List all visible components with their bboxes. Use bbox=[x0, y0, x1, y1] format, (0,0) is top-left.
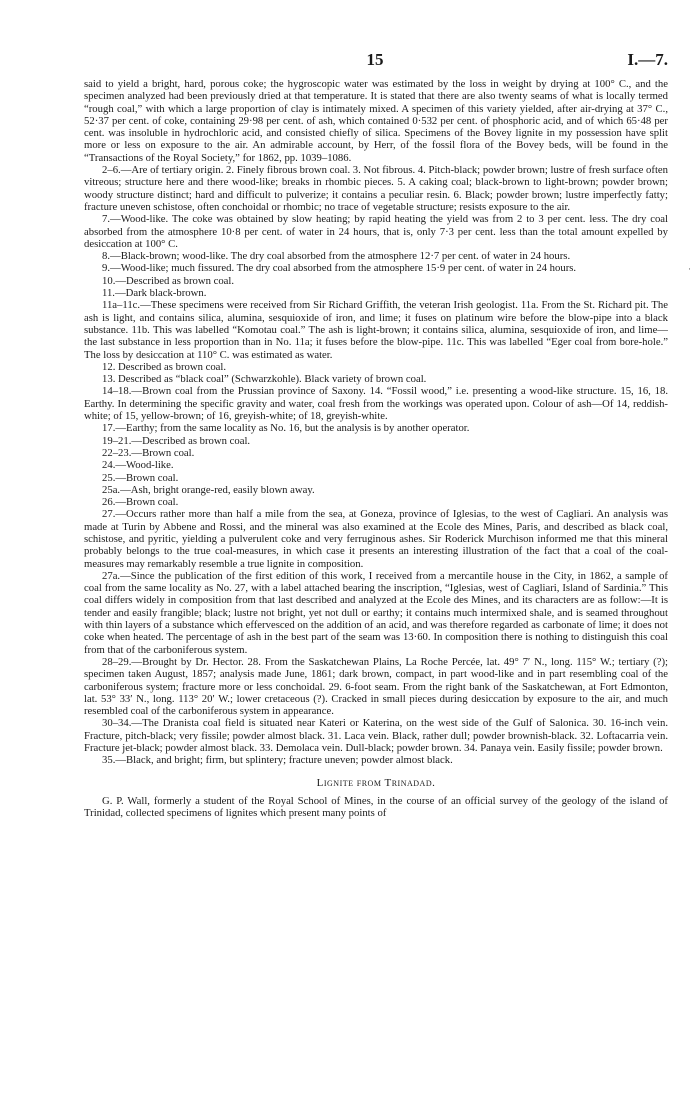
paragraph-9: 9.—Wood-like; much fissured. The dry coal absorbed from the atmosphere 15·9 per cent. of water in 24 hours. bbox=[102, 262, 577, 275]
paragraph-12: 12. Described as brown coal. bbox=[102, 360, 227, 373]
paragraph-10: 10.—Described as brown coal. bbox=[102, 274, 235, 287]
paragraph-19-21: 19–21.—Described as brown coal. bbox=[102, 434, 251, 447]
paragraph-28-29: 28–29.—Brought by Dr. Hector. 28. From the Saskatchewan Plains, La Roche Percée, lat. 49° 7′ N., long. 115° W.; tertiary (?); specimen taken August, 1857; analysis made June, 1861; dark brown, compact, in part wood-like and in part resembling coal of the carboniferous system; fracture more or less conchoidal. 29. 6-foot seam. From the right bank of the Saskatchewan, at Fort Edmonton, lat. 53° 33′ N., long. 113° 20′ W.; lower cretaceous (?). Cracked in small pieces during desiccation by exposure to the air, and much resembled coal of the carboniferous system in appearance. bbox=[84, 655, 668, 718]
page-number: 15 bbox=[366, 50, 384, 69]
margin-mark: · bbox=[688, 264, 691, 274]
paragraph-27: 27.—Occurs rather more than half a mile from the sea, at Goneza, province of Iglesias, to the west of Cagliari. An analysis was made at Turin by Abbene and Rossi, and the mineral was also examined at the Ecole des Mines, Paris, and described as black coal, schistose, and pyritic, yielding a pulverulent coke and very ferruginous ashes. Sir Roderick Murchison informed me that this mineral probably belongs to the true coal-measures, in which case it presents an interesting illustration of the fact that a coal of the coal-measures may remarkably resemble a true lignite in composition. bbox=[84, 508, 668, 570]
paragraph-2-6: 2–6.—Are of tertiary origin. 2. Finely fibrous brown coal. 3. Not fibrous. 4. Pitch-black; powder brown; lustre of fresh surface often vitreous; structure here and there wood-like; breaks in rhombic pieces. 5. A caking coal; black-brown to light-brown; powder brown; woody structure distinct; hard and difficult to pulverize; it contains a peculiar resin. 6. Black; powder brown; lustre imperfectly fatty; fracture uneven schistose, often conchoidal or rhombic; no trace of vegetable structure; resists exposure to the air. bbox=[84, 164, 669, 213]
section-heading: Lignite from Trinadad. bbox=[316, 776, 436, 789]
paragraph-26: 26.—Brown coal. bbox=[102, 496, 179, 509]
paragraph-11: 11.—Dark black-brown. bbox=[102, 287, 207, 300]
paragraph-22-23: 22–23.—Brown coal. bbox=[102, 446, 195, 459]
paragraph-14-18: 14–18.—Brown coal from the Prussian province of Saxony. 14. “Fossil wood,” i.e. presenting a wood-like structure. 15, 16, 18. Earthy. In determining the specific gravity and water, coal fresh from the workings was operated upon. Colour of ash—Of 14, reddish-white; of 15, yellow-brown; of 16, greyish-white; of 18, greyish-white. bbox=[84, 385, 668, 423]
page-header bbox=[82, 50, 668, 70]
paragraph-8: 8.—Black-brown; wood-like. The dry coal absorbed from the atmosphere 12·7 per cent. of water in 24 hours. bbox=[102, 250, 571, 263]
paragraph-24: 24.—Wood-like. bbox=[102, 459, 174, 472]
paragraph-intro: said to yield a bright, hard, porous coke; the hygroscopic water was estimated by the loss in weight by drying at 100° C., and the specimen analyzed had been previously dried at that temperature. It is stated that there are also twenty seams of what is locally termed “rough coal,” with which a large proportion of clay is intimately mixed. A specimen of this variety yielded, after air-drying at 37° C., 52·37 per cent. of coke, containing 29·98 per cent. of ash, which contained 0·532 per cent. of phosphoric acid, and of which 65·48 per cent. was insoluble in hydrochloric acid, and consisted chiefly of silica. Specimens of the Bovey lignite in my possession have split more or less on exposure to the air. An admirable account, by Herr, of the fossil flora of the Bovey beds, will be found in the “Transactions of the Royal Society,” for 1862, pp. 1039–1086. bbox=[84, 78, 668, 164]
paragraph-11a-11c: 11a–11c.—These specimens were received from Sir Richard Griffith, the veteran Irish geologist. 11a. From the St. Richard pit. The ash is light, and contains silica, alumina, sesquioxide of iron, and lime; it fuses on platinum wire before the blow-pipe into a black substance. 11b. This was labelled “Komotau coal.” The ash is light-brown; it contains silica, alumina, sesquioxide of iron, and lime—the last substance in less proportion than in No. 11a; it fuses before the blow-pipe. 11c. This was labelled “Eger coal from bore-hole.” The loss by desiccation at 110° C. was estimated as water. bbox=[84, 299, 668, 361]
paragraph-30-34: 30–34.—The Dranista coal field is situated near Kateri or Katerina, on the west side of the Gulf of Salonica. 30. 16-inch vein. Fracture, pitch-black; very fissile; powder almost black. 31. Laca vein. Black, rather dull; powder brownish-black. 32. Loftacarria vein. Fracture jet-black; powder almost black. 33. Demolaca vein. Dull-black; powder brown. 34. Panaya vein. Easily fissile; powder brown. bbox=[84, 717, 668, 755]
paragraph-closing: G. P. Wall, formerly a student of the Royal School of Mines, in the course of an official survey of the geology of the island of Trinidad, collected specimens of lignites which present many points of bbox=[84, 794, 668, 820]
paragraph-25: 25.—Brown coal. bbox=[102, 471, 179, 484]
paragraph-35: 35.—Black, and bright; firm, but splintery; fracture uneven; powder almost black. bbox=[102, 754, 453, 767]
paragraph-7: 7.—Wood-like. The coke was obtained by slow heating; by rapid heating the yield was from 2 to 3 per cent. less. The dry coal absorbed from the atmosphere 10·8 per cent. of water in 24 hours, that is, only 7·3 per cent. less than the total amount expelled by desiccation at 100° C. bbox=[84, 213, 668, 250]
paragraph-13: 13. Described as “black coal” (Schwarzkohle). Black variety of brown coal. bbox=[102, 373, 427, 386]
paragraph-17: 17.—Earthy; from the same locality as No. 16, but the analysis is by another operator. bbox=[102, 422, 470, 435]
document-body bbox=[84, 78, 668, 820]
page-reference: I.—7. bbox=[627, 50, 668, 69]
paragraph-27a: 27a.—Since the publication of the first edition of this work, I received from a mercantile house in the City, in 1862, a sample of coal from the same locality as No. 27, with a label attached bearing the inscription, “Iglesias, west of Cagliari, Island of Sardinia.” This coal differs widely in composition from that last described and analyzed at the Ecole des Mines, and its characters are as follow:—It is tender and easily frangible; black; lustre not bright, yet not dull or earthy; it contains much intermixed shale, and is seamed throughout with thin layers of a substance which effervesced on the addition of an acid, and was therefore regarded as carbonate of lime; it does not coke when heated. The percentage of ash in the best part of the seam was 13·60. In composition there is nothing to distinguish this coal from that of the carboniferous system. bbox=[84, 569, 668, 656]
paragraph-25a: 25a.—Ash, bright orange-red, easily blown away. bbox=[102, 483, 315, 496]
